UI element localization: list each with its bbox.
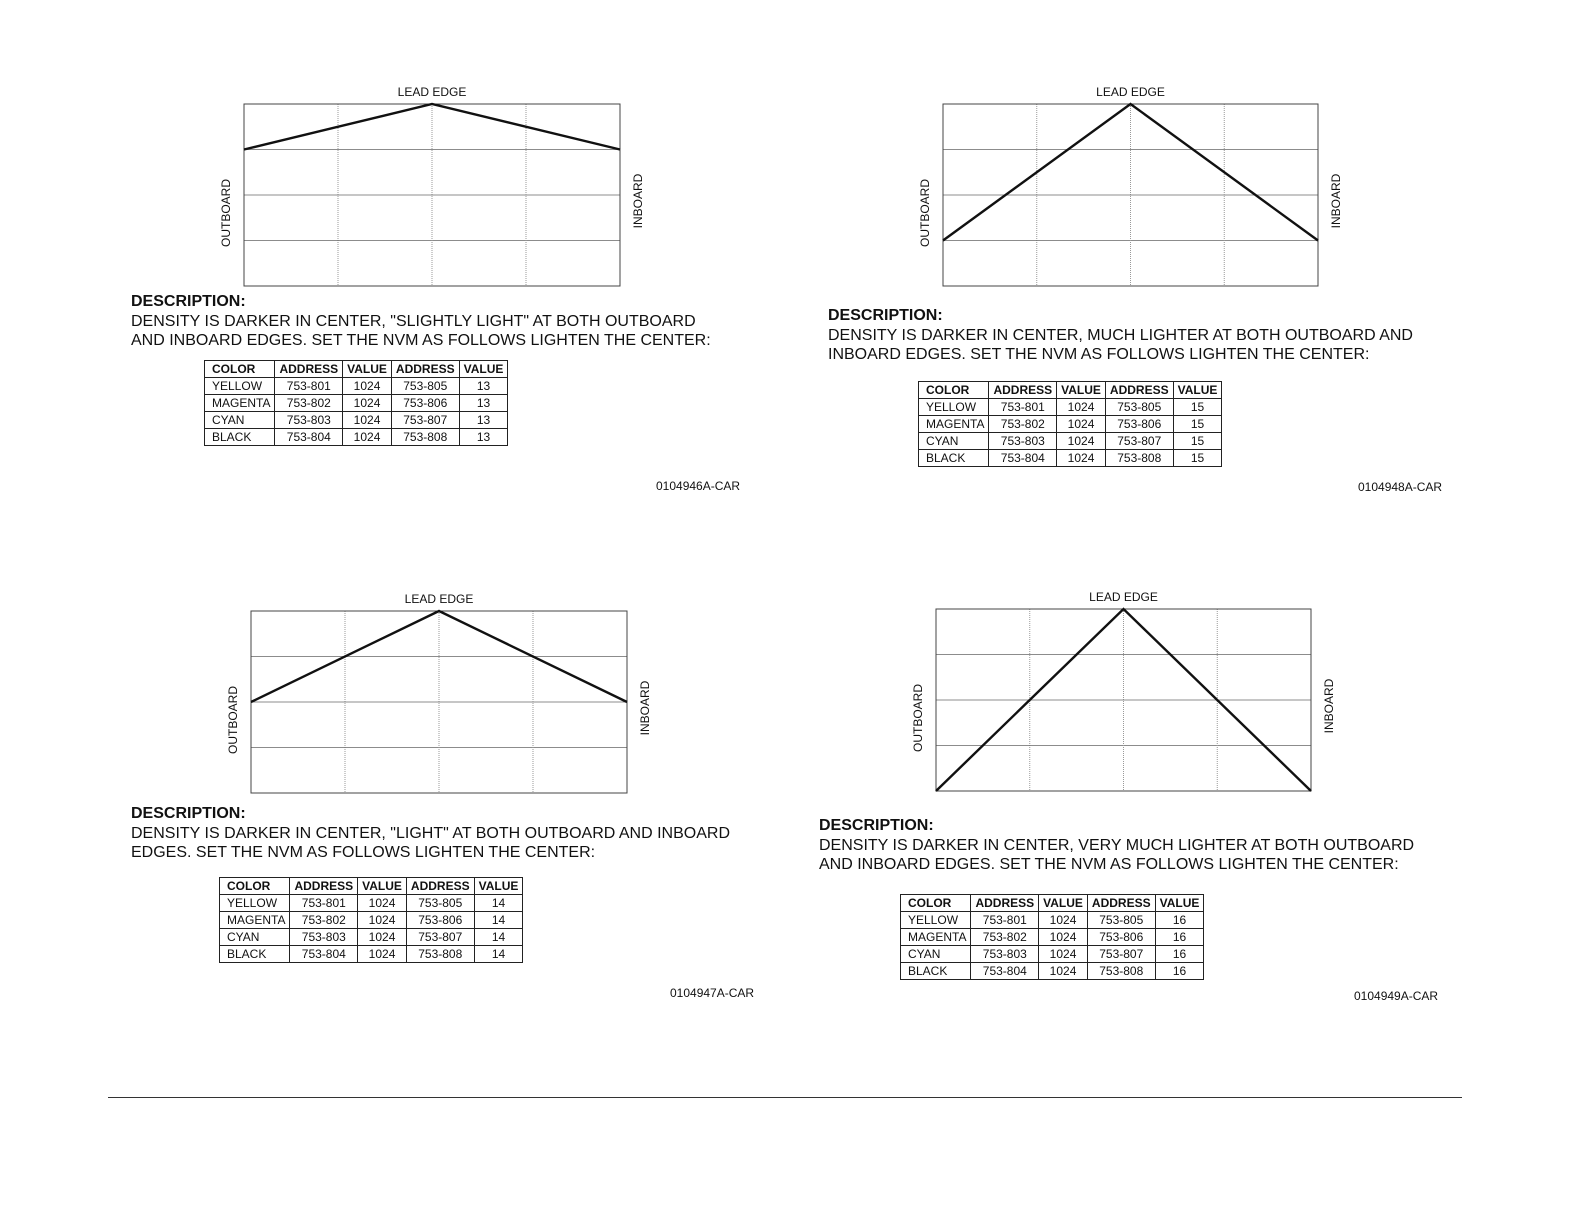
table-row	[901, 946, 1204, 963]
table-header-row	[919, 382, 1222, 399]
table-cell: 753-805	[1105, 399, 1173, 416]
table-cell: 16	[1155, 912, 1204, 929]
column-header: ADDRESS	[1087, 895, 1155, 912]
description-text	[131, 824, 730, 862]
table-cell: 753-805	[391, 378, 459, 395]
table-row	[205, 429, 508, 446]
table-cell: 753-803	[290, 929, 358, 946]
column-header: COLOR	[220, 878, 290, 895]
table-cell: 1024	[1039, 912, 1088, 929]
table-cell: 753-802	[275, 395, 343, 412]
table-cell: MAGENTA	[901, 929, 971, 946]
outboard-label: OUTBOARD	[911, 683, 925, 753]
column-header: ADDRESS	[989, 382, 1057, 399]
table-cell: 753-801	[290, 895, 358, 912]
table-row	[220, 895, 523, 912]
table-cell: 1024	[343, 378, 392, 395]
table-cell: 753-808	[391, 429, 459, 446]
column-header: VALUE	[1173, 382, 1222, 399]
lead-edge-label: LEAD EDGE	[1096, 85, 1165, 99]
table-cell: 14	[474, 895, 523, 912]
table-header-row	[205, 361, 508, 378]
table-cell: 15	[1173, 399, 1222, 416]
description-line: AND INBOARD EDGES. SET THE NVM AS FOLLOWS LIGHTEN THE CENTER:	[819, 856, 1399, 873]
table-row	[901, 912, 1204, 929]
table-cell: 753-805	[406, 895, 474, 912]
description-text	[131, 312, 711, 350]
table-cell: 1024	[343, 412, 392, 429]
table-cell: 753-804	[275, 429, 343, 446]
table-cell: 1024	[358, 895, 407, 912]
table-row	[919, 433, 1222, 450]
table-cell: 753-802	[971, 929, 1039, 946]
table-cell: 753-803	[971, 946, 1039, 963]
table-cell: 1024	[343, 395, 392, 412]
table-cell: YELLOW	[919, 399, 989, 416]
table-row	[901, 963, 1204, 980]
table-cell: CYAN	[220, 929, 290, 946]
table-cell: 1024	[1057, 433, 1106, 450]
table-cell: 753-807	[1105, 433, 1173, 450]
description-line: INBOARD EDGES. SET THE NVM AS FOLLOWS LIGHTEN THE CENTER:	[828, 346, 1370, 363]
table-cell: 753-802	[290, 912, 358, 929]
description-line: EDGES. SET THE NVM AS FOLLOWS LIGHTEN THE CENTER:	[131, 844, 596, 861]
table-cell: 1024	[1039, 946, 1088, 963]
column-header: VALUE	[358, 878, 407, 895]
table-cell: 1024	[358, 946, 407, 963]
table-row	[205, 378, 508, 395]
table-cell: 16	[1155, 963, 1204, 980]
description-text	[828, 326, 1413, 364]
table-row	[220, 929, 523, 946]
table-cell: 13	[459, 395, 508, 412]
table-cell: 13	[459, 412, 508, 429]
lead-edge-label: LEAD EDGE	[1089, 590, 1158, 604]
table-cell: MAGENTA	[919, 416, 989, 433]
table-cell: BLACK	[919, 450, 989, 467]
table-cell: 753-804	[971, 963, 1039, 980]
nvm-table	[918, 381, 1222, 467]
table-cell: 753-807	[406, 929, 474, 946]
figure-id: 0104946A-CAR	[656, 479, 741, 493]
table-cell: 753-802	[989, 416, 1057, 433]
inboard-label: INBOARD	[631, 173, 645, 229]
table-row	[220, 946, 523, 963]
table-cell: 753-804	[290, 946, 358, 963]
table-cell: 1024	[1057, 416, 1106, 433]
table-cell: 14	[474, 929, 523, 946]
column-header: ADDRESS	[406, 878, 474, 895]
column-header: VALUE	[474, 878, 523, 895]
description-line: DENSITY IS DARKER IN CENTER, MUCH LIGHTER AT BOTH OUTBOARD AND	[828, 327, 1413, 344]
table-cell: CYAN	[205, 412, 275, 429]
table-cell: BLACK	[901, 963, 971, 980]
footer-rule	[108, 1097, 1462, 1098]
table-cell: MAGENTA	[220, 912, 290, 929]
outboard-label: OUTBOARD	[219, 178, 233, 248]
figure-id: 0104948A-CAR	[1358, 480, 1443, 494]
lead-edge-label: LEAD EDGE	[397, 85, 467, 99]
table-cell: BLACK	[220, 946, 290, 963]
table-row	[901, 929, 1204, 946]
figure-id: 0104949A-CAR	[1354, 989, 1439, 1003]
outboard-label: OUTBOARD	[226, 685, 240, 755]
inboard-label: INBOARD	[638, 680, 652, 736]
column-header: ADDRESS	[275, 361, 343, 378]
table-cell: 753-803	[989, 433, 1057, 450]
table-cell: 14	[474, 912, 523, 929]
column-header: COLOR	[919, 382, 989, 399]
description-text	[819, 836, 1414, 874]
table-cell: 753-803	[275, 412, 343, 429]
table-cell: 753-808	[406, 946, 474, 963]
column-header: ADDRESS	[391, 361, 459, 378]
table-cell: 753-804	[989, 450, 1057, 467]
table-cell: 753-806	[391, 395, 459, 412]
table-row	[205, 395, 508, 412]
column-header: VALUE	[1155, 895, 1204, 912]
inboard-label: INBOARD	[1322, 678, 1336, 734]
table-cell: 753-806	[1105, 416, 1173, 433]
table-cell: 753-808	[1087, 963, 1155, 980]
description-heading: DESCRIPTION:	[819, 817, 934, 834]
density-chart-2	[911, 78, 1341, 294]
table-cell: 753-807	[391, 412, 459, 429]
table-cell: 753-808	[1105, 450, 1173, 467]
table-cell: 1024	[358, 929, 407, 946]
table-cell: 16	[1155, 929, 1204, 946]
table-row	[919, 416, 1222, 433]
table-cell: 1024	[358, 912, 407, 929]
table-cell: 16	[1155, 946, 1204, 963]
table-cell: CYAN	[919, 433, 989, 450]
table-row	[220, 912, 523, 929]
nvm-table	[219, 877, 523, 963]
table-cell: CYAN	[901, 946, 971, 963]
table-cell: 1024	[1039, 929, 1088, 946]
column-header: VALUE	[1057, 382, 1106, 399]
table-cell: BLACK	[205, 429, 275, 446]
table-row	[919, 399, 1222, 416]
table-cell: 1024	[1057, 399, 1106, 416]
table-cell: 14	[474, 946, 523, 963]
description-line: DENSITY IS DARKER IN CENTER, "SLIGHTLY LIGHT" AT BOTH OUTBOARD	[131, 313, 696, 330]
table-cell: 13	[459, 378, 508, 395]
table-cell: 13	[459, 429, 508, 446]
column-header: VALUE	[1039, 895, 1088, 912]
table-cell: 15	[1173, 450, 1222, 467]
table-cell: 753-801	[971, 912, 1039, 929]
description-heading: DESCRIPTION:	[131, 805, 246, 822]
description-heading: DESCRIPTION:	[131, 293, 246, 310]
description-heading: DESCRIPTION:	[828, 307, 943, 324]
table-cell: 1024	[1039, 963, 1088, 980]
table-cell: 753-807	[1087, 946, 1155, 963]
description-line: DENSITY IS DARKER IN CENTER, "LIGHT" AT BOTH OUTBOARD AND INBOARD	[131, 825, 731, 842]
outboard-label: OUTBOARD	[918, 178, 932, 248]
nvm-table	[900, 894, 1204, 980]
table-header-row	[220, 878, 523, 895]
lead-edge-label: LEAD EDGE	[404, 592, 474, 606]
column-header: ADDRESS	[290, 878, 358, 895]
density-chart-4	[904, 583, 1334, 799]
description-line: DENSITY IS DARKER IN CENTER, VERY MUCH LIGHTER AT BOTH OUTBOARD	[819, 837, 1415, 854]
density-chart-3	[219, 585, 652, 801]
table-cell: 753-806	[1087, 929, 1155, 946]
table-cell: YELLOW	[205, 378, 275, 395]
table-cell: YELLOW	[220, 895, 290, 912]
column-header: ADDRESS	[1105, 382, 1173, 399]
description-line: AND INBOARD EDGES. SET THE NVM AS FOLLOWS LIGHTEN THE CENTER:	[131, 332, 711, 349]
table-cell: YELLOW	[901, 912, 971, 929]
table-cell: 753-806	[406, 912, 474, 929]
table-cell: 15	[1173, 433, 1222, 450]
table-row	[205, 412, 508, 429]
column-header: COLOR	[901, 895, 971, 912]
table-row	[919, 450, 1222, 467]
column-header: ADDRESS	[971, 895, 1039, 912]
figure-id: 0104947A-CAR	[670, 986, 755, 1000]
column-header: COLOR	[205, 361, 275, 378]
table-cell: 753-801	[275, 378, 343, 395]
table-cell: 1024	[343, 429, 392, 446]
table-cell: 753-805	[1087, 912, 1155, 929]
table-cell: MAGENTA	[205, 395, 275, 412]
table-header-row	[901, 895, 1204, 912]
table-cell: 1024	[1057, 450, 1106, 467]
inboard-label: INBOARD	[1329, 173, 1343, 229]
table-cell: 753-801	[989, 399, 1057, 416]
table-cell: 15	[1173, 416, 1222, 433]
nvm-table	[204, 360, 508, 446]
column-header: VALUE	[459, 361, 508, 378]
density-chart-1	[212, 78, 645, 294]
column-header: VALUE	[343, 361, 392, 378]
